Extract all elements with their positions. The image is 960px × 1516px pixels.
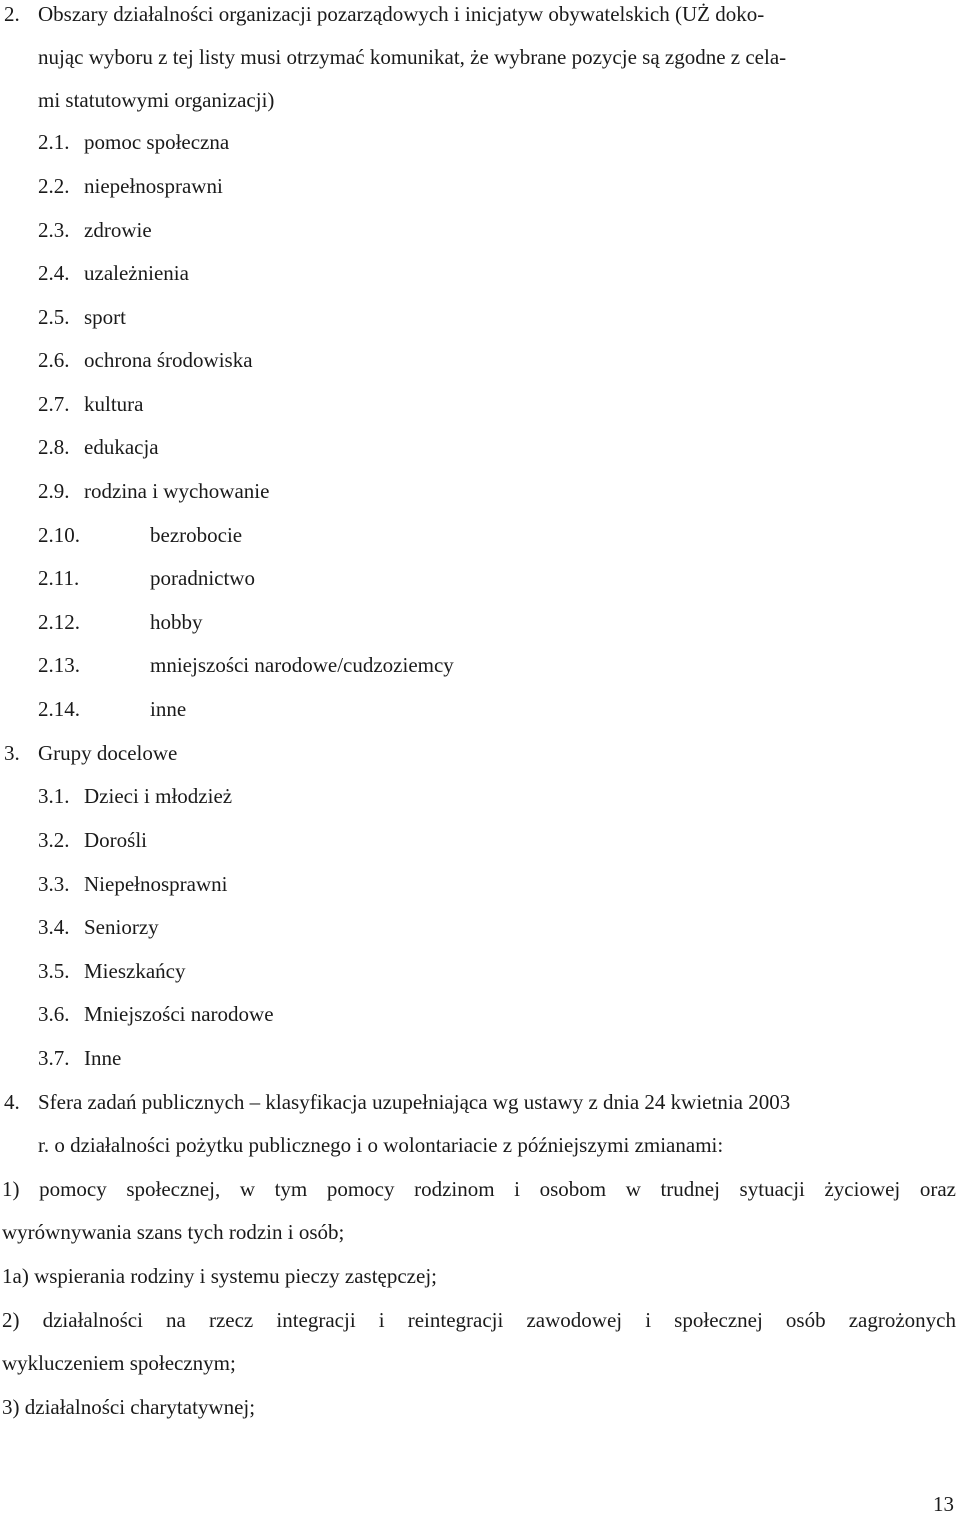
list-item-number: 2.11. — [38, 566, 80, 590]
list-item-label: Dzieci i młodzież — [84, 784, 233, 808]
list-item-number: 2.3. — [38, 218, 70, 242]
list-item-label: niepełnosprawni — [84, 174, 223, 198]
list-item-number: 2.5. — [38, 305, 70, 329]
list-item-number: 2.14. — [38, 697, 80, 721]
list-item-label: pomoc społeczna — [84, 130, 230, 154]
section-2-heading-line-1: Obszary działalności organizacji pozarządowych i inicjatyw obywatelskich (UŻ doko- — [38, 2, 765, 26]
list-item-number: 2.8. — [38, 435, 70, 459]
list-item-label: edukacja — [84, 435, 159, 459]
section-2-heading-line-3: mi statutowymi organizacji) — [38, 88, 275, 112]
list-item-number: 2.2. — [38, 174, 70, 198]
section-4-number: 4. — [4, 1090, 20, 1114]
paragraph-2-line-1: 2) działalności na rzecz integracji i reintegracji zawodowej i społecznej osób zagrożonych — [2, 1308, 956, 1332]
list-item-label: hobby — [150, 610, 203, 634]
list-item-number: 3.1. — [38, 784, 70, 808]
list-item-label: Seniorzy — [84, 915, 159, 939]
list-item-number: 3.4. — [38, 915, 70, 939]
section-2-number: 2. — [4, 2, 20, 26]
list-item-label: bezrobocie — [150, 523, 243, 547]
list-item-number: 2.7. — [38, 392, 70, 416]
paragraph-1-line-2: wyrównywania szans tych rodzin i osób; — [2, 1220, 345, 1244]
list-item-label: rodzina i wychowanie — [84, 479, 270, 503]
list-item-number: 2.12. — [38, 610, 80, 634]
list-item-label: uzależnienia — [84, 261, 189, 285]
list-item-label: ochrona środowiska — [84, 348, 253, 372]
section-4-heading-line-1: Sfera zadań publicznych – klasyfikacja uzupełniająca wg ustawy z dnia 24 kwietnia 2003 — [38, 1090, 791, 1114]
list-item-label: sport — [84, 305, 126, 329]
section-3-heading: Grupy docelowe — [38, 741, 178, 765]
section-2-heading-line-2: nując wyboru z tej listy musi otrzymać komunikat, że wybrane pozycje są zgodne z cela- — [38, 45, 787, 69]
list-item-number: 2.1. — [38, 130, 70, 154]
list-item-label: poradnictwo — [150, 566, 255, 590]
list-item-label: Mieszkańcy — [84, 959, 186, 983]
page-number: 13 — [933, 1492, 954, 1516]
list-item-label: zdrowie — [84, 218, 152, 242]
list-item-number: 2.10. — [38, 523, 80, 547]
list-item-number: 2.6. — [38, 348, 70, 372]
list-item-label: mniejszości narodowe/cudzoziemcy — [150, 653, 454, 677]
paragraph-1-line-1: 1) pomocy społecznej, w tym pomocy rodzinom i osobom w trudnej sytuacji życiowej oraz — [2, 1177, 956, 1201]
list-item-number: 3.6. — [38, 1002, 70, 1026]
paragraph-1a: 1a) wspierania rodziny i systemu pieczy zastępczej; — [2, 1264, 437, 1288]
list-item-number: 2.4. — [38, 261, 70, 285]
list-item-label: Mniejszości narodowe — [84, 1002, 274, 1026]
list-item-label: kultura — [84, 392, 144, 416]
list-item-label: Dorośli — [84, 828, 147, 852]
list-item-number: 3.3. — [38, 872, 70, 896]
paragraph-2-line-2: wykluczeniem społecznym; — [2, 1351, 236, 1375]
paragraph-3: 3) działalności charytatywnej; — [2, 1395, 256, 1419]
list-item-label: inne — [150, 697, 187, 721]
list-item-number: 3.7. — [38, 1046, 70, 1070]
list-item-number: 2.13. — [38, 653, 80, 677]
list-item-number: 3.2. — [38, 828, 70, 852]
section-4-heading-line-2: r. o działalności pożytku publicznego i o wolontariacie z późniejszymi zmianami: — [38, 1133, 724, 1157]
list-item-number: 3.5. — [38, 959, 70, 983]
list-item-label: Inne — [84, 1046, 122, 1070]
list-item-number: 2.9. — [38, 479, 70, 503]
section-3-number: 3. — [4, 741, 20, 765]
list-item-label: Niepełnosprawni — [84, 872, 228, 896]
